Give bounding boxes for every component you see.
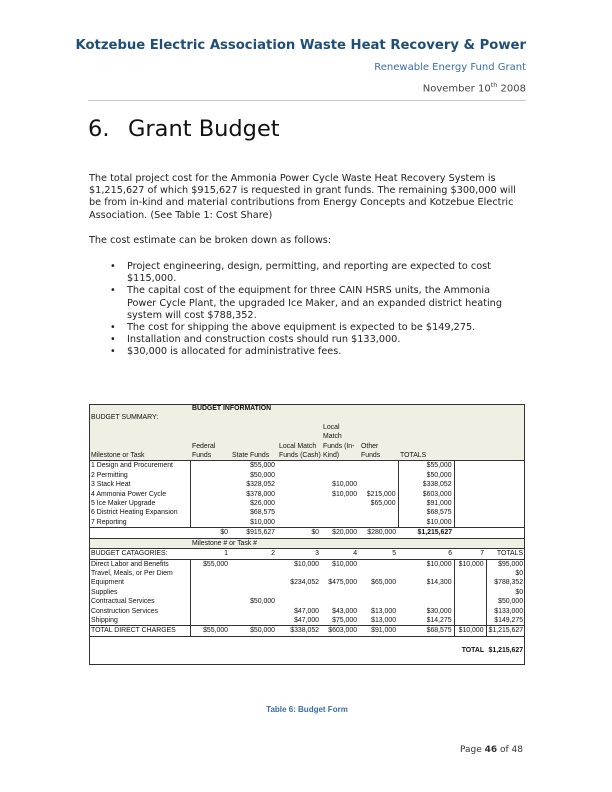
category-name: Equipment (89, 578, 190, 587)
category-value (454, 578, 486, 587)
head-cash-2: Funds (Cash) (279, 452, 321, 460)
head-milestone: Milestone or Task (89, 451, 190, 461)
milestone-inkind: $10,000 (332, 490, 358, 498)
category-value: $91,000 (359, 626, 398, 636)
category-name: Direct Labor and Benefits (89, 559, 190, 569)
category-value: $47,000 (294, 616, 319, 624)
milestone-total: $91,000 (398, 499, 454, 508)
milestone-inkind (321, 518, 359, 528)
category-value (230, 616, 277, 626)
table-row (89, 508, 525, 517)
milestone-total-federal: $0 (190, 528, 230, 538)
category-value: $1,215,627 (486, 626, 525, 636)
category-value (277, 569, 321, 578)
head-cash-1: Local Match (277, 442, 321, 451)
empty-cell (89, 538, 190, 548)
category-value (230, 559, 277, 569)
list-item: • Project engineering, design, permitting, and reporting are expected to cost $115,000. (110, 261, 520, 285)
milestone-federal (190, 518, 230, 528)
milestone-task: 5 Ice Maker Upgrade (89, 499, 190, 508)
milestone-state: $68,575 (250, 509, 275, 517)
category-value (359, 588, 398, 597)
milestone-cash (277, 518, 321, 528)
document-header-title: Kotzebue Electric Association Waste Heat Recovery & Power (75, 38, 526, 53)
category-value: $10,000 (454, 559, 486, 569)
document-header-date (60, 81, 526, 94)
milestone-other (359, 480, 398, 489)
category-name: Contractual Services (89, 597, 190, 606)
date-suffix: 2008 (497, 83, 526, 95)
category-value: $47,000 (294, 607, 319, 615)
table-row (89, 616, 525, 626)
category-value (321, 569, 359, 578)
milestone-cash (277, 480, 321, 489)
document-header-subtitle: Renewable Energy Fund Grant (374, 62, 526, 73)
table-row (89, 490, 525, 499)
category-column-head: 1 (190, 549, 230, 559)
date-prefix: November 10 (422, 83, 491, 95)
category-value: $0 (515, 569, 524, 577)
milestone-total-total: $1,215,627 (398, 528, 454, 538)
category-value: $55,000 (190, 626, 230, 636)
categories-label: BUDGET CATAGORIES: (89, 549, 190, 559)
page-of: of (497, 745, 512, 755)
category-value: $0 (515, 588, 524, 596)
empty-cell (486, 480, 525, 489)
table-row (89, 578, 525, 587)
milestone-federal (190, 461, 230, 471)
empty-cell (454, 490, 486, 499)
category-name: Supplies (89, 588, 190, 597)
table-row (89, 461, 525, 471)
category-value: $133,000 (494, 607, 524, 615)
table-row (89, 626, 525, 636)
empty-cell (89, 636, 525, 646)
milestone-state: $26,000 (250, 500, 275, 508)
empty-cell (454, 508, 486, 517)
category-value (359, 569, 398, 578)
empty-cell (454, 518, 486, 528)
milestone-federal (190, 471, 230, 480)
empty-cell (454, 471, 486, 480)
empty-cell (321, 538, 525, 548)
category-name: TOTAL DIRECT CHARGES (89, 626, 190, 636)
table-caption: Table 6: Budget Form (266, 705, 348, 714)
empty-cell (454, 480, 486, 489)
category-value (454, 588, 486, 597)
table-row (89, 471, 525, 480)
category-value (190, 588, 230, 597)
table-row (89, 538, 525, 548)
category-value: $30,000 (398, 607, 454, 616)
category-column-head: TOTALS (486, 549, 525, 559)
cost-breakdown-list (110, 261, 520, 359)
category-value: $68,575 (398, 626, 454, 636)
header-divider (88, 100, 526, 101)
milestone-other (359, 508, 398, 517)
category-value: $10,000 (454, 626, 486, 636)
category-value (321, 597, 359, 606)
empty-cell (454, 528, 486, 538)
milestone-total: $68,575 (398, 508, 454, 517)
head-inkind-2: Match (321, 432, 359, 441)
milestone-inkind (321, 471, 359, 480)
category-value (359, 597, 398, 606)
milestone-cash (277, 490, 321, 499)
category-value (190, 578, 230, 587)
category-column-head: 5 (359, 549, 398, 559)
section-heading (88, 116, 280, 142)
budget-summary-label: BUDGET SUMMARY: (89, 413, 190, 422)
category-value (359, 559, 398, 569)
page-footer (460, 745, 523, 755)
category-value (454, 616, 486, 626)
category-name: Construction Services (89, 607, 190, 616)
category-value: $13,000 (371, 607, 397, 615)
milestone-task: 3 Stack Heat (89, 480, 190, 489)
milestone-inkind (321, 508, 359, 517)
table-row (89, 597, 525, 606)
category-value: $50,000 (250, 598, 275, 606)
milestone-other (359, 518, 398, 528)
milestone-task: 4 Ammonia Power Cycle (89, 490, 190, 499)
category-value: $43,000 (332, 607, 358, 615)
milestone-total: $10,000 (398, 518, 454, 528)
category-value: $603,000 (321, 626, 359, 636)
category-value (190, 616, 230, 626)
grand-total-row (89, 646, 525, 655)
milestone-total: $338,052 (398, 480, 454, 489)
category-value (277, 588, 321, 597)
milestone-total-inkind: $20,000 (321, 528, 359, 538)
category-value (190, 569, 230, 578)
head-federal-2: Funds (190, 451, 230, 461)
category-value (454, 597, 486, 606)
table-row (89, 569, 525, 578)
milestone-total: $603,000 (398, 490, 454, 499)
category-value: $95,000 (486, 559, 525, 569)
category-value (230, 569, 277, 578)
category-value: $10,000 (321, 559, 359, 569)
milestone-other (359, 461, 398, 471)
milestone-total-cash: $0 (277, 528, 321, 538)
milestone-other: $65,000 (359, 499, 398, 508)
table-row (89, 588, 525, 597)
category-value: $788,352 (494, 579, 524, 587)
category-value (230, 607, 277, 616)
category-value: $149,275 (494, 616, 524, 624)
milestone-task-label: Milestone # or Task # (190, 538, 321, 548)
date-sup: th (490, 81, 498, 89)
category-value: $14,300 (398, 578, 454, 587)
milestone-state: $328,052 (246, 481, 275, 489)
milestone-cash (277, 461, 321, 471)
list-item: • Installation and construction costs should run $133,000. (110, 334, 520, 346)
category-name: Shipping (89, 616, 190, 626)
category-value: $338,052 (277, 626, 321, 636)
category-value (230, 588, 277, 597)
total-pages: 48 (511, 745, 523, 755)
table-row (89, 518, 525, 528)
empty-cell (486, 490, 525, 499)
budget-form-table (89, 404, 525, 665)
category-value (230, 578, 277, 587)
category-column-head: 6 (398, 549, 454, 559)
milestone-federal (190, 508, 230, 517)
empty-cell (486, 471, 525, 480)
milestone-task: 1 Design and Procurement (89, 461, 190, 471)
category-value: $14,275 (398, 616, 454, 626)
milestone-totals-row (89, 528, 525, 538)
head-inkind-3: Funds (In- (321, 442, 359, 451)
categories-header-row (89, 549, 525, 559)
milestone-cash (277, 471, 321, 480)
grand-total-label: TOTAL (461, 647, 485, 655)
category-value (321, 588, 359, 597)
milestone-other: $215,000 (359, 490, 398, 499)
category-value: $75,000 (332, 616, 358, 624)
milestone-task: 2 Permitting (89, 471, 190, 480)
empty-cell (486, 518, 525, 528)
head-state: State Funds (230, 451, 277, 461)
category-value (398, 588, 454, 597)
milestone-task: 7 Reporting (89, 518, 190, 528)
milestone-inkind: $10,000 (332, 481, 358, 489)
category-value: $55,000 (190, 559, 230, 569)
milestone-inkind (321, 461, 359, 471)
empty-cell (89, 656, 525, 665)
breakdown-intro: The cost estimate can be broken down as follows: (89, 235, 332, 246)
category-value (454, 569, 486, 578)
empty-cell (486, 508, 525, 517)
table-row (89, 636, 525, 646)
grand-total-value: $1,215,627 (488, 647, 524, 655)
empty-cell (454, 499, 486, 508)
milestone-total-other: $280,000 (359, 528, 398, 538)
list-item: • The capital cost of the equipment for three CAIN HSRS units, the Ammonia Power Cycle Plant, the upgraded Ice Maker, and an expanded district heating system will cost $788,352. (110, 285, 520, 322)
milestone-other (359, 471, 398, 480)
milestone-task: 6 District Heating Expansion (89, 508, 190, 517)
head-totals: TOTALS (398, 451, 454, 461)
category-column-head: 3 (277, 549, 321, 559)
list-item: • The cost for shipping the above equipment is expected to be $149,275. (110, 322, 520, 334)
section-number: 6. (88, 116, 110, 142)
category-value: $234,052 (290, 579, 319, 587)
page-label: Page (459, 745, 485, 755)
category-value (454, 607, 486, 616)
milestone-total: $50,000 (398, 471, 454, 480)
section-title: Grant Budget (128, 116, 280, 142)
category-value: $475,000 (328, 579, 358, 587)
table-row (89, 480, 525, 489)
table-row (89, 656, 525, 665)
milestone-state: $55,000 (230, 461, 277, 471)
milestone-state: $10,000 (250, 518, 275, 526)
empty-cell (454, 461, 486, 471)
category-value: $50,000 (498, 598, 524, 606)
milestone-cash (277, 508, 321, 517)
milestone-state: $378,000 (246, 490, 275, 498)
head-other-1: Other (359, 442, 398, 451)
milestone-federal (190, 480, 230, 489)
category-column-head: 7 (454, 549, 486, 559)
category-value: $50,000 (230, 626, 277, 636)
category-value (398, 569, 454, 578)
milestone-total-state: $915,627 (230, 528, 277, 538)
budget-info-title: BUDGET INFORMATION (190, 404, 359, 413)
milestone-state: $50,000 (250, 471, 275, 479)
category-value (277, 597, 321, 606)
empty-cell (89, 646, 454, 655)
category-name: Travel, Meals, or Per Diem (89, 569, 190, 578)
empty-cell (486, 528, 525, 538)
table-row (89, 607, 525, 616)
intro-paragraph: The total project cost for the Ammonia Power Cycle Waste Heat Recovery System is $1,215,627 of which $915,627 is requested in grant funds. The remaining $300,000 will be from in-kind and material contributions from Energy Concepts and Kotzebue Electric Association. (See Table 1: Cost Share) (89, 173, 516, 221)
empty-cell (486, 461, 525, 471)
head-federal-1: Federal (190, 442, 230, 451)
empty-cell (89, 528, 190, 538)
category-column-head: 4 (321, 549, 359, 559)
milestone-total: $55,000 (398, 461, 454, 471)
category-value (190, 607, 230, 616)
page-number: 46 (484, 745, 498, 755)
milestone-federal (190, 490, 230, 499)
head-inkind-4: Kind) (321, 451, 359, 461)
category-value: $10,000 (277, 559, 321, 569)
head-inkind-1: Local (321, 423, 359, 432)
category-value: $13,000 (371, 616, 397, 624)
category-column-head: 2 (230, 549, 277, 559)
category-value: $65,000 (371, 579, 397, 587)
empty-cell (486, 499, 525, 508)
milestone-cash (277, 499, 321, 508)
head-other-2: Funds (359, 451, 398, 461)
milestone-federal (190, 499, 230, 508)
table-row (89, 499, 525, 508)
table-row (89, 559, 525, 569)
milestone-inkind (321, 499, 359, 508)
category-value (398, 597, 454, 606)
category-value (190, 597, 230, 606)
list-item: • $30,000 is allocated for administrative fees. (110, 346, 520, 358)
category-value: $10,000 (398, 559, 454, 569)
